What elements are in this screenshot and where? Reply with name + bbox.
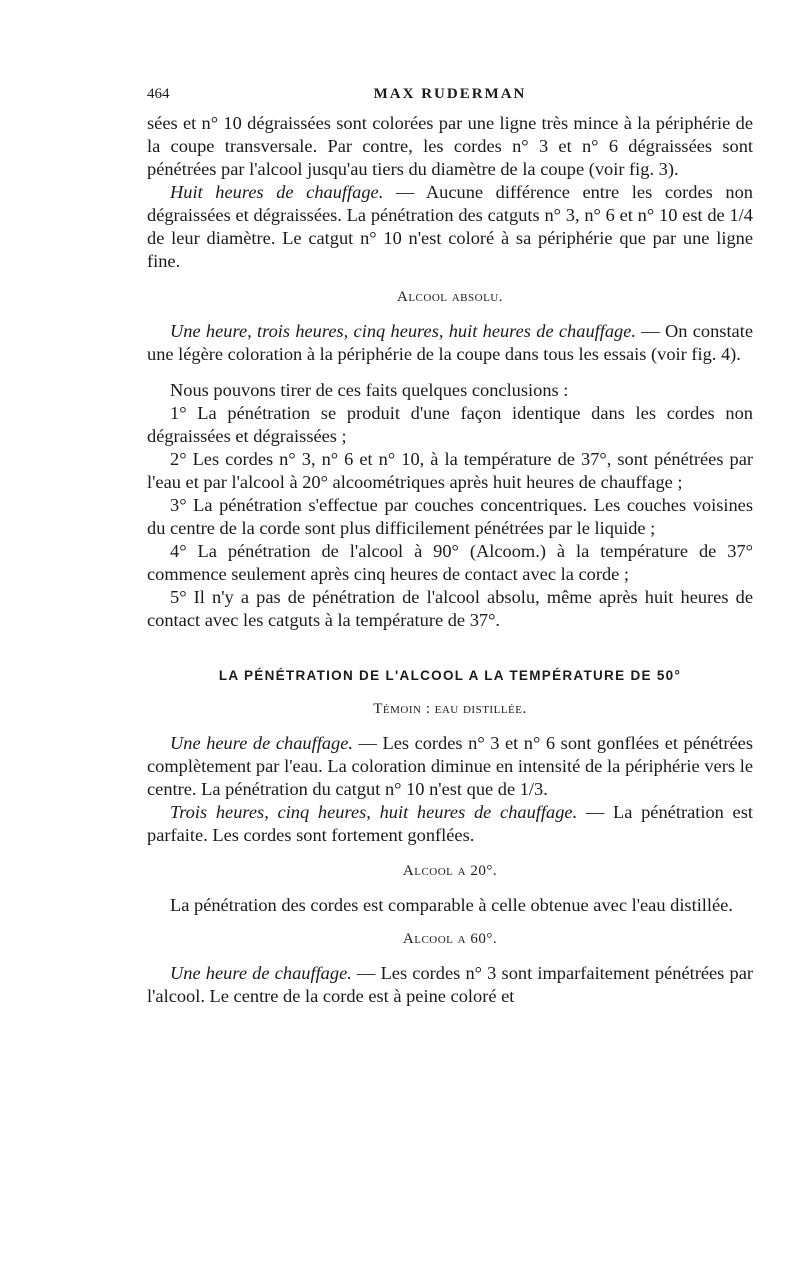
book-page: [147, 84, 753, 1008]
paragraph: La pénétration des cordes est comparable à celle obtenue avec l'eau distillée.: [170, 895, 733, 915]
italic-lead: Huit heures de chauffage.: [170, 182, 384, 202]
italic-lead: Une heure, trois heures, cinq heures, huit heures de chauffage.: [170, 321, 637, 341]
paragraph: sées et n° 10 dégraissées sont colorées par une ligne très mince à la périphérie de la coupe transversale. Par contre, les cordes n° 3 et n° 6 dégraissées sont pénétrées par l'alcool jusqu'au tiers du diamètre de la coupe (voir fig. 3).: [147, 113, 753, 179]
subheading-alcool-absolu: Alcool absolu.: [396, 289, 503, 305]
paragraph: [147, 801, 753, 847]
paragraph-text: — Les cordes n° 3 sont imparfaitement pénétrées par l'alcool. Le centre de la corde est à peine coloré et: [147, 963, 753, 1006]
page-header: [147, 84, 753, 112]
paragraph-text: — Les cordes n° 3 et n° 6 sont gonflées et pénétrées complètement par l'eau. La coloration diminue en intensité de la périphérie vers le centre. La pénétration du catgut n° 10 n'est que de 1/3.: [147, 733, 753, 799]
subheading-alcool-20: Alcool a 20°.: [402, 863, 498, 879]
paragraph: Nous pouvons tirer de ces faits quelques conclusions :: [170, 380, 569, 400]
italic-lead: Trois heures, cinq heures, huit heures de chauffage.: [170, 802, 578, 822]
conclusion-5: 5° Il n'y a pas de pénétration de l'alcool absolu, même après huit heures de contact avec les catguts à la température de 37°.: [147, 587, 753, 630]
running-title: MAX RUDERMAN: [373, 86, 527, 102]
paragraph: [147, 320, 753, 366]
paragraph: [147, 962, 753, 1008]
paragraph-text: — Aucune différence entre les cordes non dégraissées et dégraissées. La pénétration des catguts n° 3, n° 6 et n° 10 est de 1/4 de leur diamètre. Le catgut n° 10 n'est coloré à sa périphérie que par une ligne fine.: [147, 182, 753, 271]
italic-lead: Une heure de chauffage.: [170, 733, 353, 753]
subheading-alcool-60: Alcool a 60°.: [402, 931, 498, 947]
page-number: 464: [147, 86, 170, 102]
conclusion-2: 2° Les cordes n° 3, n° 6 et n° 10, à la température de 37°, sont pénétrées par l'eau et par l'alcool à 20° alcoométriques après huit heures de chauffage ;: [147, 449, 753, 492]
paragraph: [147, 732, 753, 801]
section-title: LA PÉNÉTRATION DE L'ALCOOL A LA TEMPÉRATURE DE 50°: [218, 668, 682, 683]
subheading-temoin: Témoin : eau distillée.: [373, 701, 527, 717]
paragraph-text: — La pénétration est parfaite. Les cordes sont fortement gonflées.: [147, 802, 753, 845]
conclusion-1: 1° La pénétration se produit d'une façon identique dans les cordes non dégraissées et dégraissées ;: [147, 403, 753, 446]
italic-lead: Une heure de chauffage.: [170, 963, 352, 983]
paragraph: [147, 181, 753, 273]
conclusion-4: 4° La pénétration de l'alcool à 90° (Alcoom.) à la température de 37° commence seulement après cinq heures de contact avec la corde ;: [147, 541, 753, 584]
conclusion-3: 3° La pénétration s'effectue par couches concentriques. Les couches voisines du centre de la corde sont plus difficilement pénétrées par le liquide ;: [147, 495, 753, 538]
paragraph-text: — On constate une légère coloration à la périphérie de la coupe dans tous les essais (voir fig. 4).: [147, 321, 753, 364]
